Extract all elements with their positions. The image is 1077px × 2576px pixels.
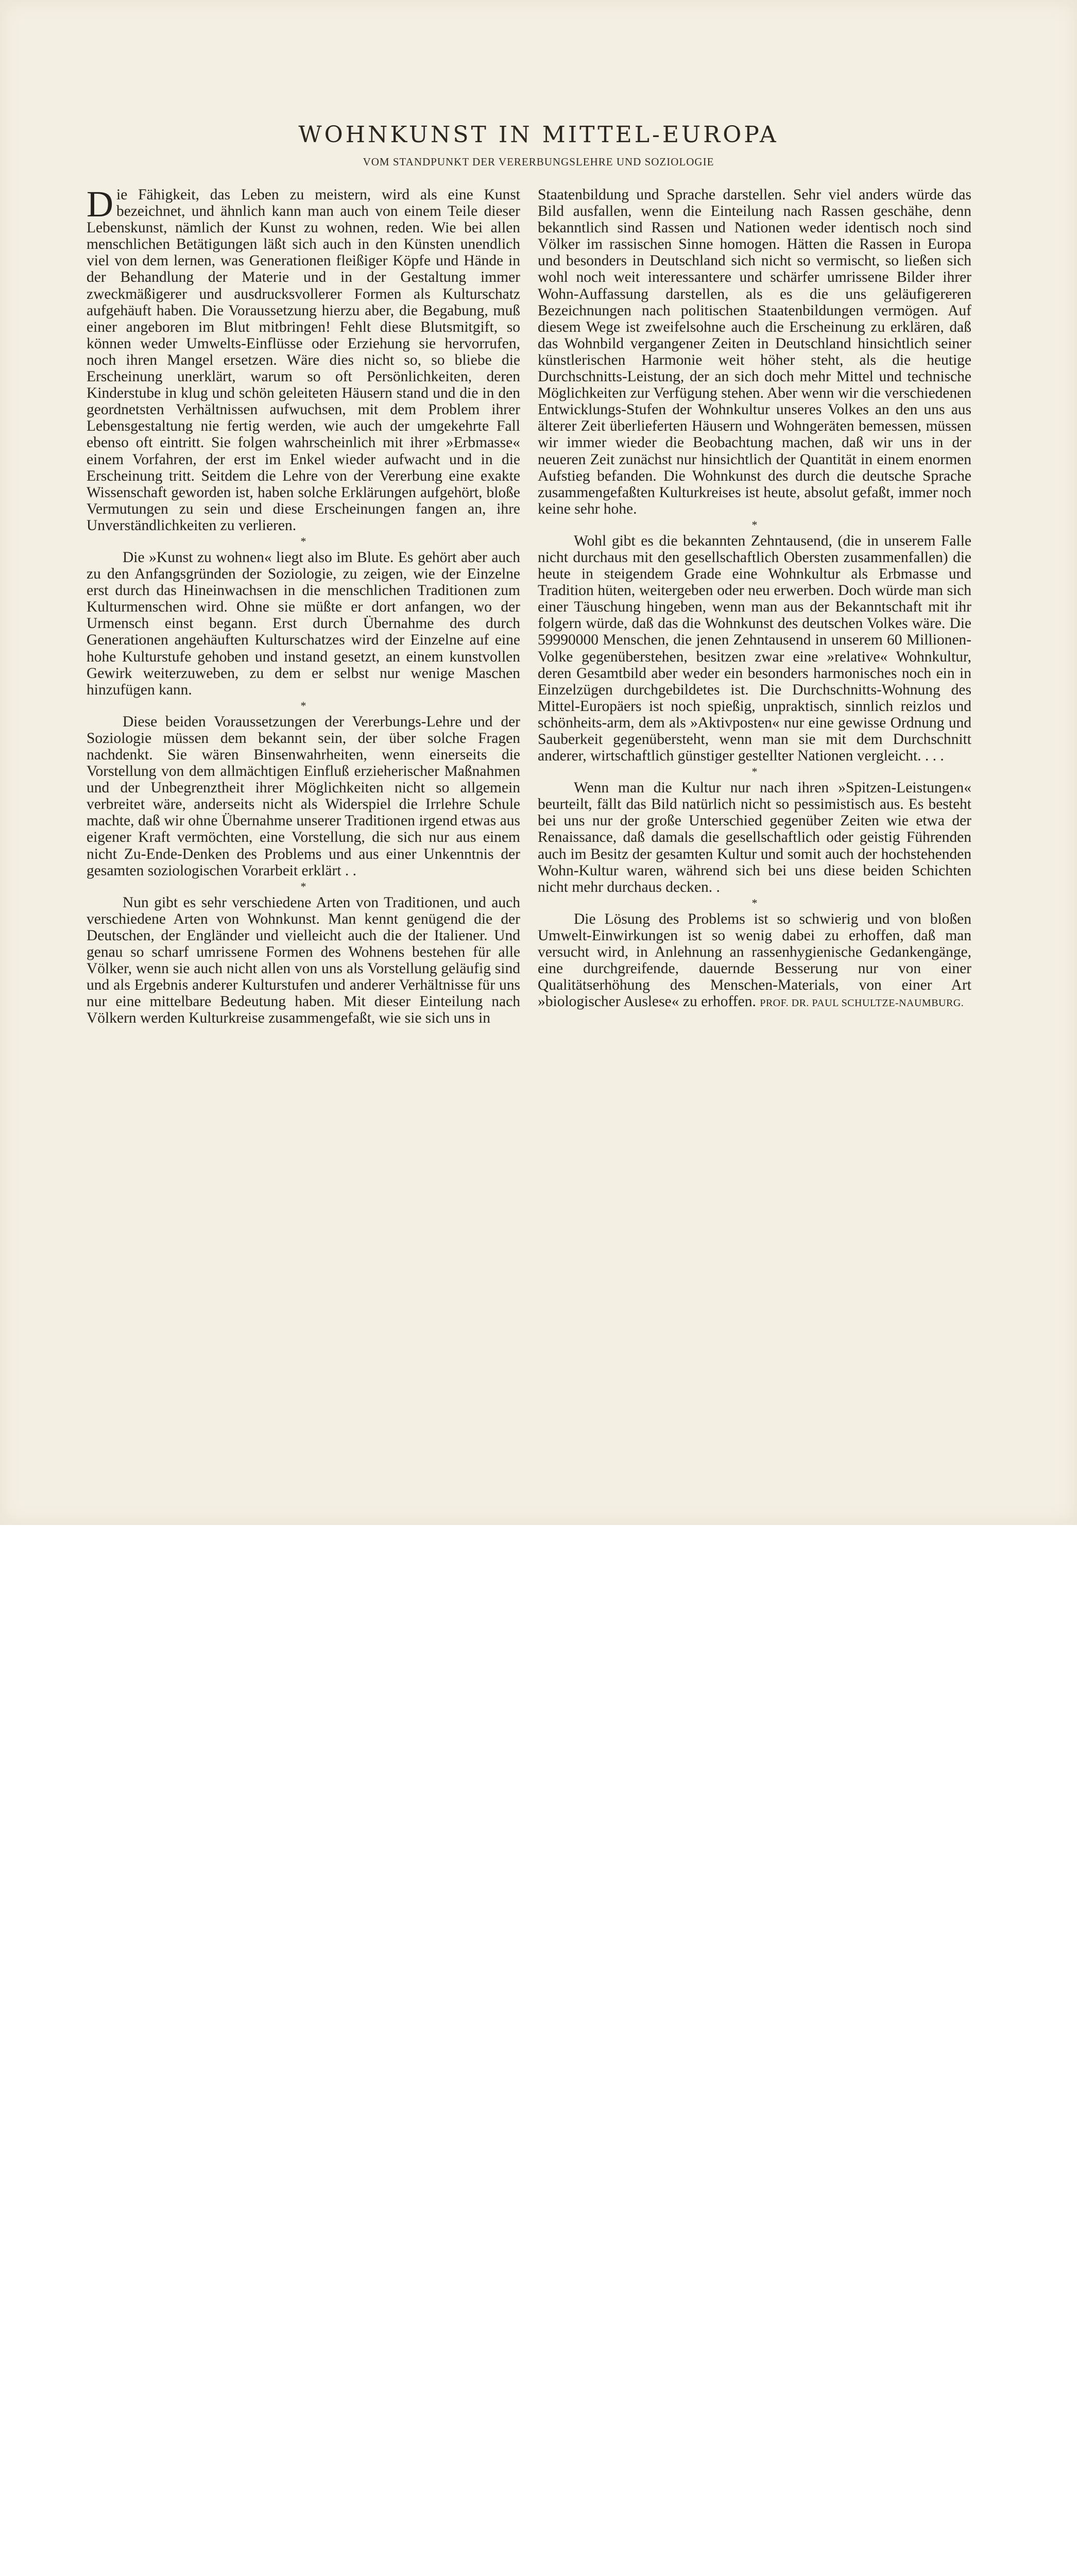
author-signature: PROF. DR. PAUL SCHULTZE-NAUMBURG.: [760, 997, 964, 1009]
page-title: WOHNKUNST IN MITTEL-EUROPA: [298, 122, 779, 148]
section-separator: *: [751, 896, 758, 909]
right-column: [538, 187, 971, 1011]
section-separator: *: [751, 518, 758, 531]
section-separator: *: [300, 534, 306, 548]
section-separator: *: [300, 699, 306, 712]
paragraph: Staatenbildung und Sprache darstellen. Sehr viel anders würde das Bild ausfallen, wenn die Einteilung nach Rassen geschähe, denn bekanntlich sind Rassen und Nationen weder identisch noch sind Völker im rassischen Sinne homogen. Hätten die Rassen in Europa und besonders in Deutschland sich nicht so vermischt, so ließen sich wohl noch weit interessantere und schärfer umrissene Bilder ihrer Wohn-Auffassung darstellen, als es die uns geläufigereren Bezeichnungen nach politischen Staatenbildungen vermögen. Auf diesem Wege ist zweifelsohne auch die Erscheinung zu erklären, daß das Wohnbild vergangener Zeiten in Deutschland hinsichtlich seiner künstlerischen Harmonie weit höher steht, als die heutige Durchschnitts-Leistung, der an sich doch mehr Mittel und technische Möglichkeiten zur Verfügung stehen. Aber wenn wir die verschiedenen Entwicklungs-Stufen der Wohnkultur unseres Volkes an den uns aus älterer Zeit überlieferten Häusern und Wohngeräten bemessen, müssen wir immer wieder die Beobachtung machen, daß wir uns in der neueren Zeit zunächst nur hinsichtlich der Quantität in einem enormen Aufstieg befanden. Die Wohnkunst des durch die deutsche Sprache zusammengefaßten Kulturkreises ist heute, absolut gefaßt, immer noch keine sehr hohe.: [538, 187, 971, 517]
paragraph: Wenn man die Kultur nur nach ihren »Spitzen-Leistungen« beurteilt, fällt das Bild natürlich nicht so pessimistisch aus. Es besteht bei uns nur der große Unterschied gegenüber Zeiten wie etwa der Renaissance, daß damals die gesellschaftlich oder geistig Führenden auch im Besitz der gesamten Kultur und somit auch der hochstehenden Wohn-Kultur waren, während sich bei uns diese beiden Schichten nicht mehr durchaus decken. .: [538, 779, 971, 895]
paragraph: Nun gibt es sehr verschiedene Arten von Traditionen, und auch verschiedene Arten von Wohnkunst. Man kennt genügend die der Deutschen, der Engländer und vielleicht auch die der Italiener. Und genau so scharf umrissene Formen des Wohnens bestehen für alle Völker, wenn sie auch nicht allen von uns als Vorstellung geläufig sind und als Ergebnis anderer Kulturstufen und anderer Verhältnisse für uns nur eine mittelbare Bedeutung haben. Mit dieser Einteilung nach Völkern werden Kulturkreise zusammengefaßt, wie sie sich uns in: [87, 894, 520, 1027]
drop-cap: D: [87, 183, 113, 225]
paragraph: [87, 183, 520, 534]
paragraph: Die »Kunst zu wohnen« liegt also im Blute. Es gehört aber auch zu den Anfangsgründen der Soziologie, zu zeigen, wie der Einzelne erst durch das Hineinwachsen in die menschlichen Traditionen zum Kulturmenschen wird. Ohne sie müßte er dort anfangen, wo der Urmensch einst begann. Erst durch Übernahme des durch Generationen angehäuften Kulturschatzes wird der Einzelne auf eine hohe Kulturstufe gehoben und instand gesetzt, an einem kunstvollen Gewirk weiterzuweben, zu dem er selbst nur wenige Maschen hinzufügen kann.: [87, 549, 520, 698]
paragraph: Wohl gibt es die bekannten Zehntausend, (die in unserem Falle nicht durchaus mit den gesellschaftlich Obersten zusammenfallen) die heute in steigendem Grade eine Wohnkultur als Erbmasse und Tradition hüten, weitergeben oder neu erwerben. Doch würde man sich einer Täuschung hingeben, wenn man aus der Bekanntschaft mit ihr folgern würde, daß das die Wohnkunst des deutschen Volkes wäre. Die 59990000 Menschen, die jenen Zehntausend in unserem 60 Millionen-Volke gegenüberstehen, besitzen zwar eine »relative« Wohnkultur, deren Gesamtbild aber weder ein besonders harmonisches noch ein in Einzelzügen durchgebildetes ist. Die Durchschnitts-Wohnung des Mittel-Europäers ist noch spießig, unpraktisch, sinnlich reizlos und schönheits-arm, dem als »Aktivposten« nur eine gewisse Ordnung und Sauberkeit gegenübersteht, wenn man sie mit dem Durchschnitt anderer, wirtschaftlich günstiger gestellter Nationen vergleicht. . . .: [538, 532, 971, 765]
paragraph-text: Die Lösung des Problems ist so schwierig und von bloßen Umwelt-Einwirkungen ist so wenig dabei zu erhoffen, daß man versucht wird, in Anlehnung an rassenhygienische Gedankengänge, eine durchgreifende, dauernde Besserung nur von einer Qualitätserhöhung des Menschen-Materials, von einer Art »biologischer Auslese« zu erhoffen.: [538, 910, 971, 1010]
paragraph: [538, 911, 971, 1012]
paragraph-text: ie Fähigkeit, das Leben zu meistern, wird als eine Kunst bezeichnet, und ähnlich kann man auch von einem Teile dieser Lebenskunst, nämlich der Kunst zu wohnen, reden. Wie bei allen menschlichen Betätigungen läßt sich auch in den Künsten unendlich viel von dem lernen, was Generationen fleißiger Köpfe und Hände in der Behandlung der Materie und in der Gestaltung immer zweckmäßigerer und ausdrucksvollerer Formen als Kulturschatz aufgehäuft haben. Die Voraussetzung hierzu aber, die Begabung, muß einer angeboren im Blut mitbringen! Fehlt diese Blutsmitgift, so können weder Umwelts-Einflüsse oder Erziehung sie hervorrufen, noch ihren Mangel ersetzen. Wäre dies nicht so, so bliebe die Erscheinung unerklärt, warum so oft Persönlichkeiten, deren Kinderstube in klug und schön geleiteten Häusern stand und die in den geordnetsten Verhältnissen aufwuchsen, mit dem Problem ihrer Lebensgestaltung nie fertig werden, wie auch der umgekehrte Fall ebenso oft eintritt. Sie folgen wahrscheinlich mit ihrer »Erbmasse« einem Vorfahren, der erst im Enkel wieder aufwacht und in die Erscheinung tritt. Seitdem die Lehre von der Vererbung eine exakte Wissenschaft geworden ist, haben solche Erklärungen aufgehört, bloße Vermutungen zu sein und diese Erscheinungen fangen an, ihre Unverständlichkeiten zu verlieren.: [87, 187, 520, 534]
viewer-footer: [0, 1525, 1077, 1598]
section-separator: *: [751, 765, 758, 778]
left-column: [87, 183, 520, 1027]
page-subtitle: VOM STANDPUNKT DER VERERBUNGSLEHRE UND SOZIOLOGIE: [363, 156, 714, 168]
section-separator: *: [300, 879, 306, 893]
paragraph: Diese beiden Voraussetzungen der Vererbungs-Lehre und der Soziologie müssen dem bekannt sein, der über solche Fragen nachdenkt. Sie wären Binsenwahrheiten, wenn einerseits die Vorstellung von dem allmächtigen Einfluß erzieherischer Maßnahmen und der Unbegrenztheit ihrer Möglichkeiten nicht so allgemein verbreitet wäre, anderseits nicht als Widerspiel die Irrlehre Schule machte, daß wir ohne Übernahme unserer Traditionen irgend etwas aus eigener Kraft vermöchten, eine Vorstellung, die sich nur aus einem nicht Zu-Ende-Denken des Problems und aus einer Unkenntnis der gesamten soziologischen Vorarbeit erklärt . .: [87, 713, 520, 879]
